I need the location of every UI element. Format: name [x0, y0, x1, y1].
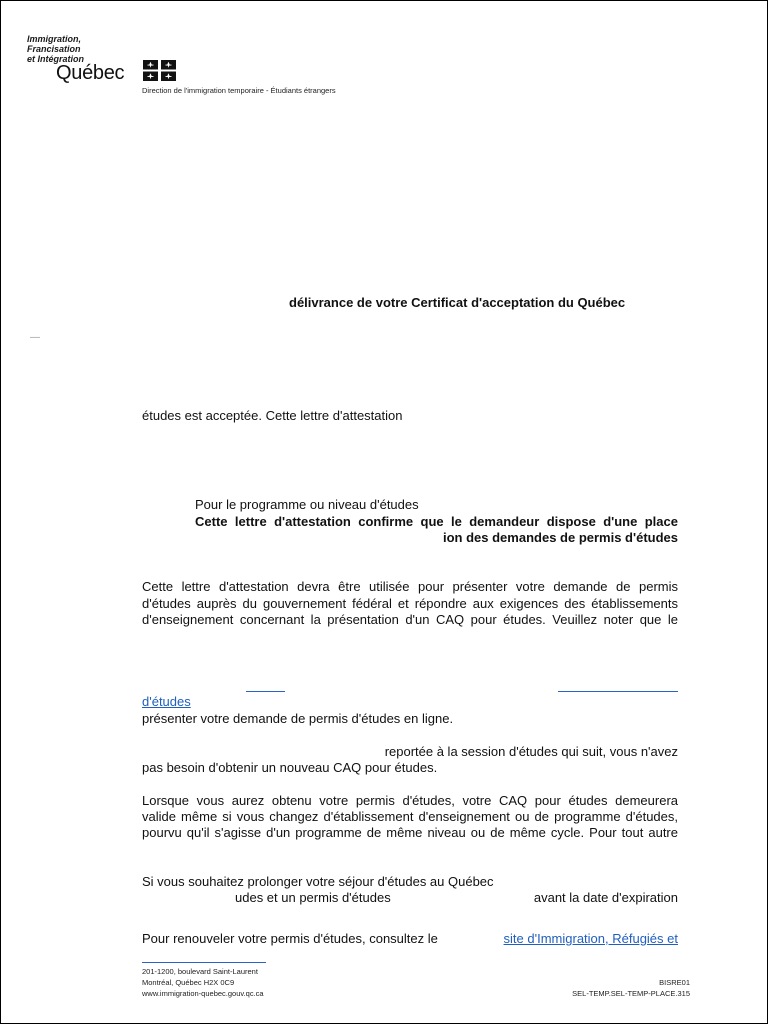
- confirmation-line-2: ion des demandes de permis d'études: [443, 530, 678, 545]
- ministry-name-line2: Francisation: [27, 44, 81, 54]
- ministry-name-line3: et Intégration: [27, 54, 85, 64]
- fleurdelise-flag-icon: [143, 60, 176, 81]
- footer-code-2: SEL-TEMP.SEL-TEMP-PLACE.315: [572, 989, 690, 998]
- footer-address-line-2: Montréal, Québec H2X 0C9: [142, 978, 235, 987]
- paragraph-postponed-line-2: pas besoin d'obtenir un nouveau CAQ pour études.: [142, 760, 438, 775]
- link-underline-short: [246, 691, 285, 692]
- paragraph-acceptance: études est acceptée. Cette lettre d'attestation: [142, 408, 403, 423]
- direction-name: Direction de l'immigration temporaire - Étudiants étrangers: [142, 86, 336, 95]
- paragraph-renew-text: Pour renouveler votre permis d'études, consultez le: [142, 931, 438, 946]
- link-etudes[interactable]: d'études: [142, 694, 191, 709]
- separator-dash: —: [30, 332, 40, 343]
- paragraph-validity-line-3: pourvu qu'il s'agisse d'un programme de même niveau ou de même cycle. Pour tout autre: [142, 825, 678, 840]
- paragraph-extend-line-2b: avant la date d'expiration: [533, 890, 678, 905]
- paragraph-extend-line-1: Si vous souhaitez prolonger votre séjour d'études au Québec: [142, 874, 494, 889]
- footer-code-1: BISRE01: [659, 978, 690, 987]
- paragraph-extend-line-2a: udes et un permis d'études: [235, 890, 391, 905]
- footer-address-line-1: 201-1200, boulevard Saint-Laurent: [142, 967, 258, 976]
- link-underline-long: [558, 691, 678, 692]
- paragraph-usage-line-2: d'études auprès du gouvernement fédéral et répondre aux exigences des établissements: [142, 596, 678, 611]
- paragraph-renew: [142, 931, 678, 947]
- footer-website[interactable]: www.immigration-quebec.gouv.qc.ca: [142, 989, 264, 998]
- paragraph-usage-line-1: Cette lettre d'attestation devra être utilisée pour présenter votre demande de permis: [142, 579, 678, 594]
- footer-rule: [142, 962, 266, 963]
- confirmation-line-1: Cette lettre d'attestation confirme que le demandeur dispose d'une place: [195, 514, 678, 529]
- letter-subject: délivrance de votre Certificat d'acceptation du Québec: [289, 295, 626, 310]
- paragraph-online: présenter votre demande de permis d'études en ligne.: [142, 711, 454, 726]
- paragraph-usage-line-3: d'enseignement concernant la présentation d'un CAQ pour études. Veuillez noter que le: [142, 612, 678, 627]
- program-label: Pour le programme ou niveau d'études: [195, 497, 419, 512]
- province-wordmark: Québec: [56, 62, 125, 84]
- paragraph-validity-line-1: Lorsque vous aurez obtenu votre permis d'études, votre CAQ pour études demeurera: [142, 793, 678, 808]
- paragraph-postponed-line-1: reportée à la session d'études qui suit, vous n'avez: [384, 744, 678, 759]
- paragraph-validity-line-2: valide même si vous changez d'établissement d'enseignement ou de programme d'études,: [142, 809, 678, 824]
- link-ircc-site[interactable]: site d'Immigration, Réfugiés et: [503, 931, 678, 946]
- ministry-name-line1: Immigration,: [27, 34, 82, 44]
